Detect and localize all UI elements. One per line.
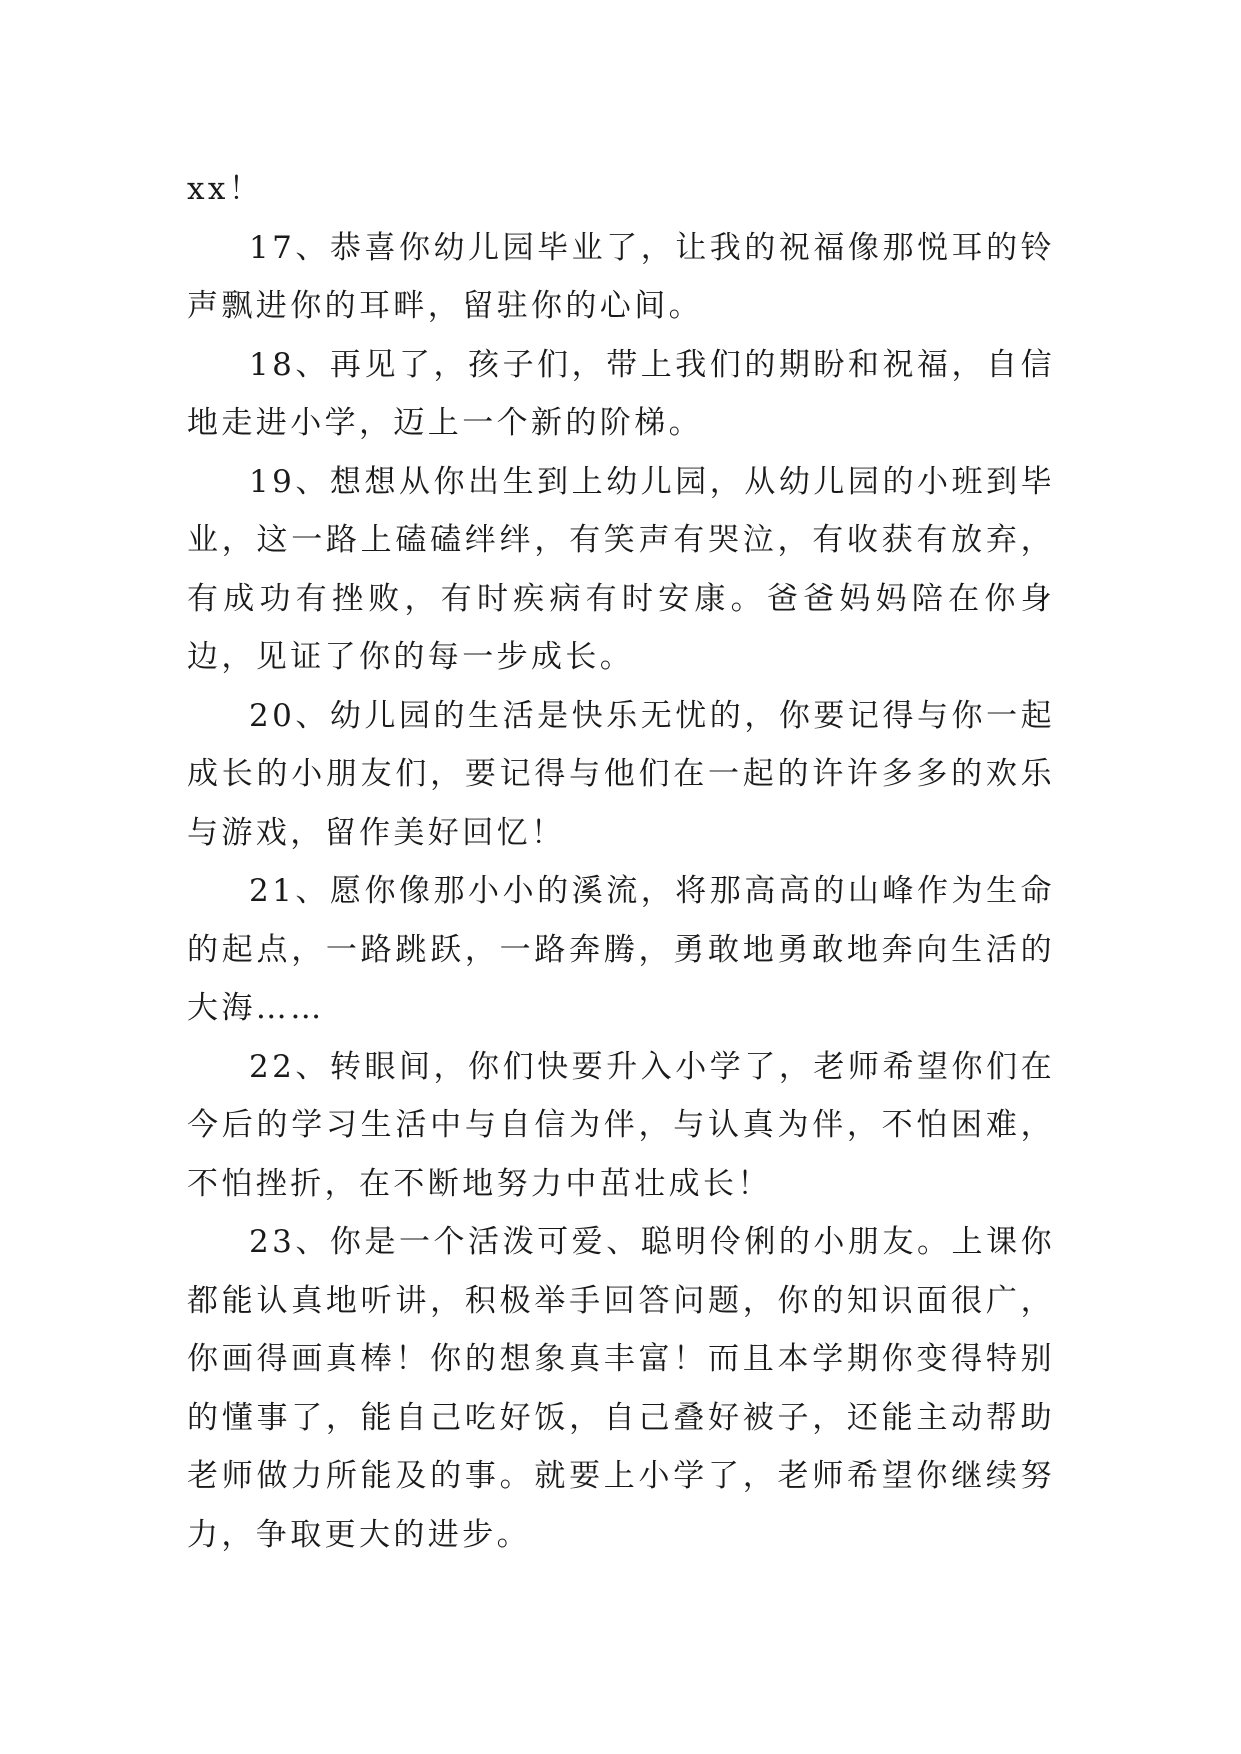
paragraph-item-21: 21、愿你像那小小的溪流，将那高高的山峰作为生命的起点，一路跳跃，一路奔腾，勇敢地勇敢地奔向生活的大海……: [187, 873, 1055, 1026]
document-body: [187, 160, 1055, 1564]
paragraph-item-18: 18、再见了，孩子们，带上我们的期盼和祝福，自信地走进小学，迈上一个新的阶梯。: [187, 346, 1055, 441]
paragraph-item-19: 19、想想从你出生到上幼儿园，从幼儿园的小班到毕业，这一路上磕磕绊绊，有笑声有哭泣，有收获有放弃，有成功有挫败，有时疾病有时安康。爸爸妈妈陪在你身边，见证了你的每一步成长。: [187, 463, 1055, 675]
paragraph-item-22: 22、转眼间，你们快要升入小学了，老师希望你们在今后的学习生活中与自信为伴，与认真为伴，不怕困难，不怕挫折，在不断地努力中茁壮成长！: [187, 1048, 1055, 1202]
paragraph-item-17: 17、恭喜你幼儿园毕业了，让我的祝福像那悦耳的铃声飘进你的耳畔，留驻你的心间。: [187, 229, 1055, 324]
paragraph-continuation: xx！: [187, 171, 264, 207]
paragraph-item-23: 23、你是一个活泼可爱、聪明伶俐的小朋友。上课你都能认真地听讲，积极举手回答问题，你的知识面很广，你画得画真棒！你的想象真丰富！而且本学期你变得特别的懂事了，能自己吃好饭，自己叠好被子，还能主动帮助老师做力所能及的事。就要上小学了，老师希望你继续努力，争取更大的进步。: [187, 1224, 1055, 1553]
paragraph-item-20: 20、幼儿园的生活是快乐无忧的，你要记得与你一起成长的小朋友们，要记得与他们在一起的许许多多的欢乐与游戏，留作美好回忆！: [187, 697, 1055, 851]
